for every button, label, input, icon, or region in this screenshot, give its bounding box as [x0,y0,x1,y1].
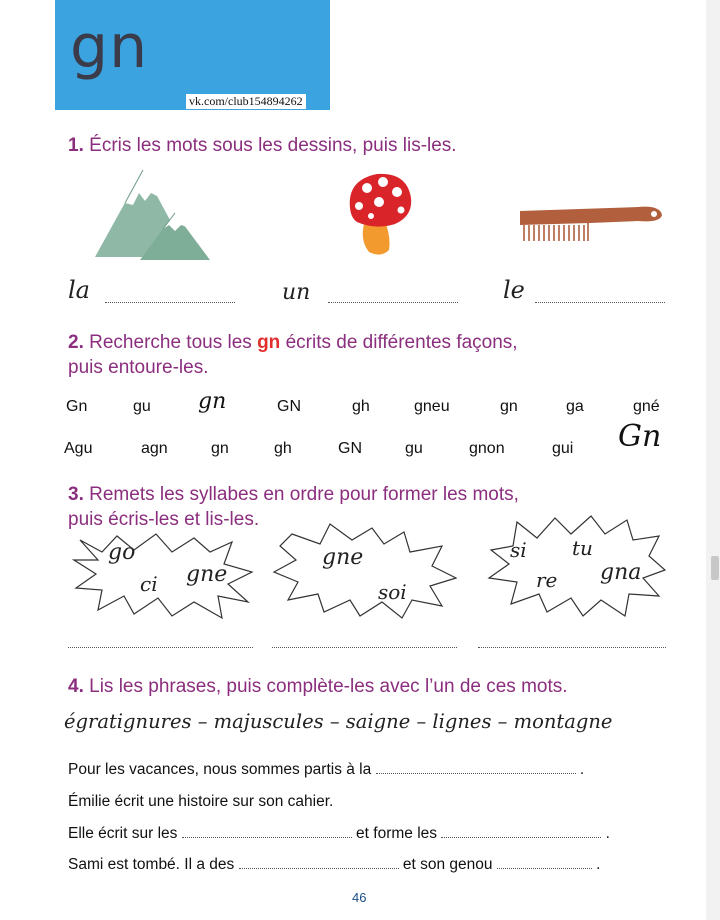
exercise-1-number: 1. [68,135,84,156]
answer-line-5[interactable] [272,647,457,648]
exercise-4-text: Lis les phrases, puis complète-les avec l’un de ces mots. [89,676,568,697]
sentence-4-end: . [596,856,601,873]
word-r2-5[interactable]: GN [338,440,362,457]
blank-2[interactable] [182,827,352,838]
comb-icon [520,205,665,245]
word-bank: égratignures – majuscules – saigne – lignes – montagne [64,710,613,733]
syllable-go: go [108,540,136,565]
word-r2-8[interactable]: gui [552,440,574,457]
article-le: le [503,276,525,304]
exercise-1-instruction [68,133,457,158]
article-la: la [68,276,90,304]
syllable-burst-1 [72,530,257,622]
word-r1-8[interactable]: ga [566,398,584,415]
word-r1-1[interactable]: Gn [66,398,88,415]
word-r1-5[interactable]: gh [352,398,370,415]
sentence-4-text-a: Sami est tombé. Il a des [68,856,235,873]
exercise-2-instruction [68,330,668,380]
syllable-soi: soi [378,580,407,604]
mountain-icon [95,165,210,265]
word-r2-9[interactable]: Gn [618,419,662,454]
article-un: un [282,280,311,305]
page-title: gn [70,12,149,82]
sentence-3 [68,824,610,844]
syllable-re: re [536,568,558,592]
word-r2-6[interactable]: gu [405,440,423,457]
answer-line-1[interactable] [105,302,235,303]
scrollbar-track[interactable] [706,0,720,920]
sentence-1-end: . [579,761,585,778]
answer-line-2[interactable] [328,302,458,303]
exercise-2-text-c: puis entoure-les. [68,357,209,378]
answer-line-4[interactable] [68,647,253,648]
mushroom-icon [345,170,415,260]
syllable-burst-2 [272,520,457,620]
word-r2-2[interactable]: agn [141,440,168,457]
word-r1-4[interactable]: GN [277,398,301,415]
sentence-3-text-b: et forme les [356,825,438,842]
sentence-4 [68,855,600,875]
word-r2-7[interactable]: gnon [469,440,505,457]
word-r2-3[interactable]: gn [211,440,229,457]
syllable-ci: ci [140,572,158,596]
sentence-1 [68,760,584,780]
sentence-4-text-b: et son genou [402,856,493,873]
exercise-2-text-a: Recherche tous les [89,332,252,353]
word-r1-2[interactable]: gu [133,398,151,415]
exercise-3-text-b: puis écris-les et lis-les. [68,509,260,530]
syllable-gna: gna [600,560,642,585]
sentence-2: Émilie écrit une histoire sur son cahier. [68,793,334,810]
exercise-1-text: Écris les mots sous les dessins, puis lis-les. [89,135,457,156]
exercise-4-instruction [68,674,698,699]
sentence-1-text: Pour les vacances, nous sommes partis à la [68,761,372,778]
syllable-gne-1: gne [186,562,228,587]
word-r1-9[interactable]: gné [633,398,660,415]
word-r1-3[interactable]: gn [198,389,227,414]
syllable-si: si [510,538,527,562]
blank-4[interactable] [239,858,399,869]
exercise-2-text-b: écrits de différentes façons, [285,332,518,353]
gn-highlight: gn [257,332,281,353]
exercise-3-number: 3. [68,484,84,505]
answer-line-3[interactable] [535,302,665,303]
sentence-3-end: . [605,825,610,842]
exercise-4-number: 4. [68,676,84,697]
sentence-3-text-a: Elle écrit sur les [68,825,178,842]
blank-1[interactable] [376,763,576,774]
word-r1-6[interactable]: gneu [414,398,450,415]
word-r2-4[interactable]: gh [274,440,292,457]
scrollbar-thumb[interactable] [711,556,719,580]
blank-5[interactable] [497,858,592,869]
exercise-2-number: 2. [68,332,84,353]
page-number: 46 [352,890,367,905]
blank-3[interactable] [441,827,601,838]
answer-line-6[interactable] [478,647,666,648]
syllable-tu: tu [572,536,593,560]
syllable-gne-2: gne [322,545,364,570]
exercise-3-text-a: Remets les syllabes en ordre pour former les mots, [89,484,519,505]
word-r2-1[interactable]: Agu [64,440,93,457]
word-r1-7[interactable]: gn [500,398,518,415]
watermark-text: vk.com/club154894262 [186,94,306,109]
